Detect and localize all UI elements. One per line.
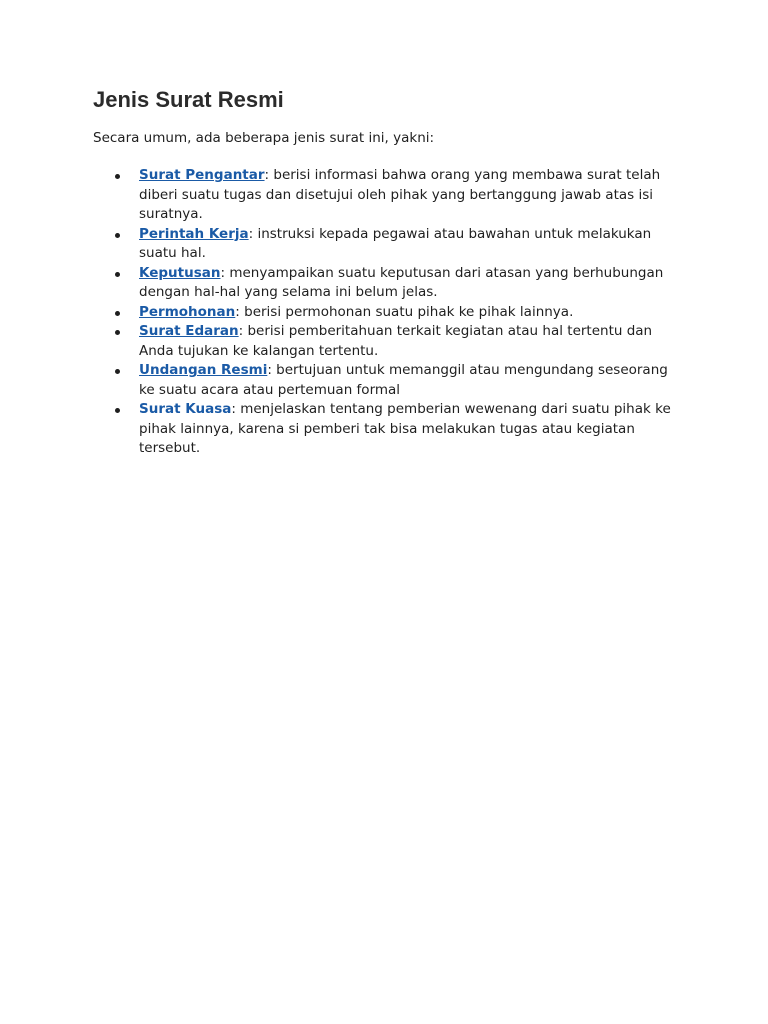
bullet-icon: [115, 311, 120, 316]
term-link-permohonan[interactable]: Permohonan: [139, 303, 236, 320]
term-link-surat-edaran[interactable]: Surat Edaran: [139, 323, 239, 339]
list-item-description: : menjelaskan tentang pemberian wewenang dari suatu pihak ke pihak lainnya, karena si pemberi tak bisa melakukan tugas atau kegiatan tersebut.: [139, 401, 671, 456]
letter-types-list: [139, 166, 679, 459]
page-title: Jenis Surat Resmi: [93, 87, 284, 112]
intro-paragraph: Secara umum, ada beberapa jenis surat ini, yakni:: [93, 130, 435, 146]
list-item: [139, 322, 679, 361]
list-item: [139, 166, 679, 225]
term-link-keputusan[interactable]: Keputusan: [139, 264, 221, 281]
list-item: [139, 264, 679, 303]
list-item: [139, 225, 679, 264]
bullet-icon: [115, 272, 120, 277]
list-item-description: : berisi pemberitahuan terkait kegiatan atau hal tertentu dan Anda tujukan ke kalangan tertentu.: [139, 323, 653, 359]
term-link-undangan-resmi[interactable]: Undangan Resmi: [139, 362, 268, 378]
list-item-description: : menyampaikan suatu keputusan dari atasan yang berhubungan dengan hal-hal yang selama ini belum jelas.: [139, 264, 664, 300]
list-item-description: : berisi informasi bahwa orang yang membawa surat telah diberi suatu tugas dan disetujui oleh pihak yang bertanggung jawab atas isi suratnya.: [139, 167, 661, 222]
list-item: [139, 400, 679, 459]
term-link-perintah-kerja[interactable]: Perintah Kerja: [139, 225, 249, 242]
list-item-description: : bertujuan untuk memanggil atau mengundang seseorang ke suatu acara atau pertemuan formal: [139, 362, 668, 398]
list-item: [139, 361, 679, 400]
term-surat-kuasa: Surat Kuasa: [139, 401, 232, 417]
bullet-icon: [115, 233, 120, 238]
term-link-surat-pengantar[interactable]: Surat Pengantar: [139, 167, 265, 183]
bullet-icon: [115, 408, 120, 413]
bullet-icon: [115, 330, 120, 335]
bullet-icon: [115, 369, 120, 374]
list-item-description: : instruksi kepada pegawai atau bawahan untuk melakukan suatu hal.: [139, 225, 652, 261]
list-item-description: : berisi permohonan suatu pihak ke pihak lainnya.: [235, 303, 574, 320]
bullet-icon: [115, 174, 120, 179]
list-item: [139, 303, 679, 323]
